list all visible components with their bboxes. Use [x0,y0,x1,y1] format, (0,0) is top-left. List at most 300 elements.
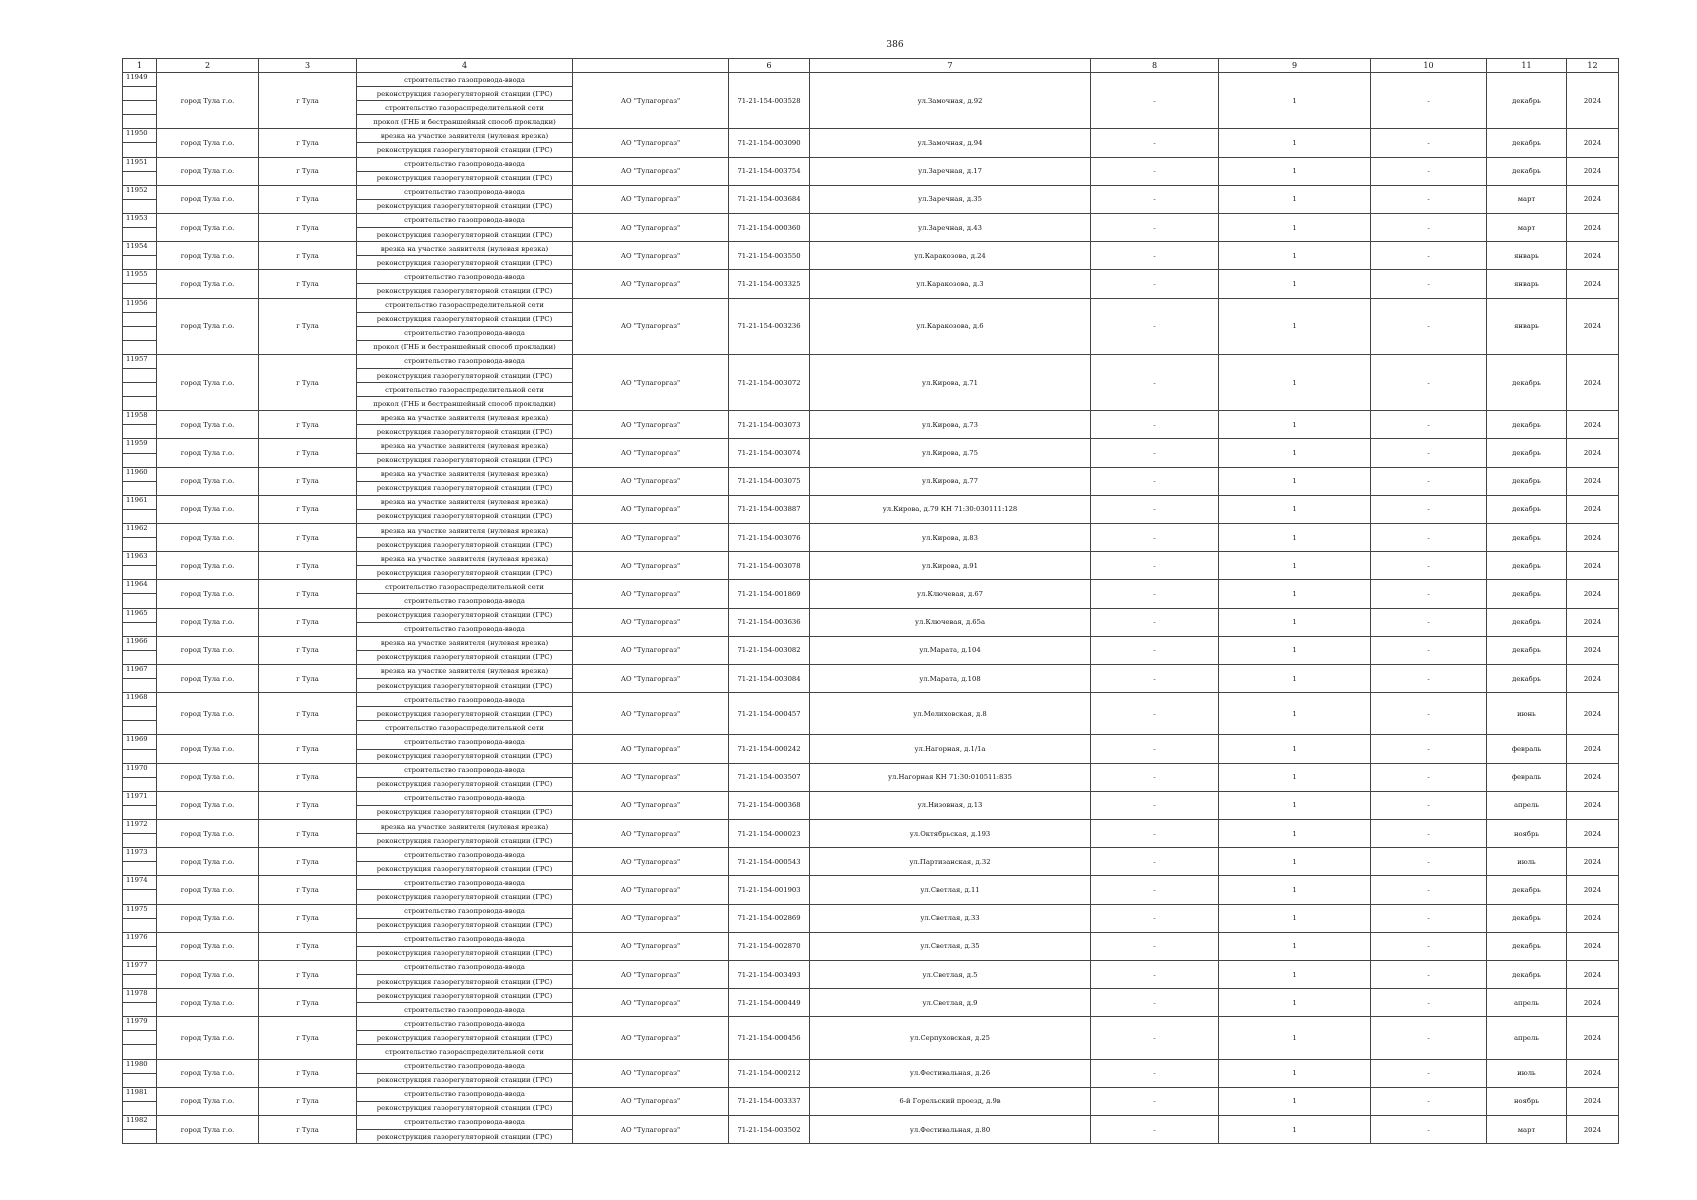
col10-cell: - [1371,73,1487,129]
work-type-cell: реконструкция газорегуляторной станции (ГРС) [357,228,573,242]
district-cell: город Тула г.о. [157,848,259,876]
row-number-cell: 11982 [123,1115,157,1129]
district-cell: город Тула г.о. [157,524,259,552]
row-number-cell: 11961 [123,495,157,509]
col8-cell: - [1091,439,1219,467]
work-type-cell: строительство газопровода-ввода [357,876,573,890]
year-cell: 2024 [1567,904,1619,932]
row-number-cell [123,834,157,848]
district-cell: город Тула г.о. [157,819,259,847]
city-cell: г Тула [259,1087,357,1115]
quantity-cell: 1 [1219,1115,1371,1143]
work-type-cell: реконструкция газорегуляторной станции (ГРС) [357,777,573,791]
table-row [123,960,1619,974]
col8-cell: - [1091,876,1219,904]
month-cell: декабрь [1487,439,1567,467]
organization-cell: АО "Тулагоргаз" [573,185,729,213]
col-header: 2 [157,59,259,73]
object-code-cell: 71-21-154-003684 [729,185,810,213]
col10-cell: - [1371,791,1487,819]
month-cell: декабрь [1487,876,1567,904]
table-body [123,73,1619,1144]
row-number-cell [123,1031,157,1045]
work-type-cell: строительство газопровода-ввода [357,735,573,749]
work-type-cell: реконструкция газорегуляторной станции (ГРС) [357,1101,573,1115]
row-number-cell: 11949 [123,73,157,87]
col8-cell: - [1091,791,1219,819]
city-cell: г Тула [259,298,357,354]
col10-cell: - [1371,129,1487,157]
city-cell: г Тула [259,439,357,467]
work-type-cell: строительство газопровода-ввода [357,1087,573,1101]
col8-cell: - [1091,411,1219,439]
district-cell: город Тула г.о. [157,636,259,664]
quantity-cell: 1 [1219,819,1371,847]
address-cell: ул.Марата, д.104 [810,636,1091,664]
row-number-cell [123,383,157,397]
month-cell: март [1487,1115,1567,1143]
table-row [123,693,1619,707]
page-number: 386 [886,40,904,50]
object-code-cell: 71-21-154-001903 [729,876,810,904]
month-cell: июль [1487,848,1567,876]
object-code-cell: 71-21-154-003502 [729,1115,810,1143]
city-cell: г Тула [259,989,357,1017]
quantity-cell: 1 [1219,763,1371,791]
work-type-cell: строительство газопровода-ввода [357,1017,573,1031]
object-code-cell: 71-21-154-003074 [729,439,810,467]
year-cell: 2024 [1567,819,1619,847]
year-cell: 2024 [1567,185,1619,213]
row-number-cell: 11976 [123,932,157,946]
city-cell: г Тула [259,270,357,298]
object-code-cell: 71-21-154-000456 [729,1017,810,1059]
work-type-cell: строительство газопровода-ввода [357,157,573,171]
row-number-cell: 11959 [123,439,157,453]
table-row [123,467,1619,481]
col10-cell: - [1371,157,1487,185]
month-cell: март [1487,213,1567,241]
district-cell: город Тула г.о. [157,932,259,960]
row-number-cell [123,622,157,636]
table-row [123,439,1619,453]
organization-cell: АО "Тулагоргаз" [573,664,729,692]
district-cell: город Тула г.о. [157,876,259,904]
city-cell: г Тула [259,552,357,580]
city-cell: г Тула [259,1059,357,1087]
city-cell: г Тула [259,467,357,495]
row-number-cell [123,340,157,354]
col10-cell: - [1371,848,1487,876]
quantity-cell: 1 [1219,298,1371,354]
table-row [123,157,1619,171]
work-type-cell: строительство газопровода-ввода [357,848,573,862]
row-number-cell [123,481,157,495]
city-cell: г Тула [259,580,357,608]
year-cell: 2024 [1567,129,1619,157]
col8-cell: - [1091,735,1219,763]
address-cell: ул.Заречная, д.35 [810,185,1091,213]
col8-cell: - [1091,1017,1219,1059]
city-cell: г Тула [259,73,357,129]
city-cell: г Тула [259,608,357,636]
table-row [123,1017,1619,1031]
organization-cell: АО "Тулагоргаз" [573,213,729,241]
col10-cell: - [1371,354,1487,410]
year-cell: 2024 [1567,1059,1619,1087]
quantity-cell: 1 [1219,664,1371,692]
row-number-cell: 11980 [123,1059,157,1073]
table-row [123,411,1619,425]
col8-cell: - [1091,960,1219,988]
district-cell: город Тула г.о. [157,693,259,735]
row-number-cell: 11973 [123,848,157,862]
object-code-cell: 71-21-154-003337 [729,1087,810,1115]
month-cell: апрель [1487,791,1567,819]
work-type-cell: реконструкция газорегуляторной станции (ГРС) [357,749,573,763]
row-number-cell: 11968 [123,693,157,707]
col10-cell: - [1371,1115,1487,1143]
work-type-cell: строительство газораспределительной сети [357,383,573,397]
row-number-cell [123,805,157,819]
col8-cell: - [1091,298,1219,354]
object-code-cell: 71-21-154-003325 [729,270,810,298]
quantity-cell: 1 [1219,608,1371,636]
year-cell: 2024 [1567,664,1619,692]
row-number-cell: 11971 [123,791,157,805]
work-type-cell: строительство газопровода-ввода [357,326,573,340]
address-cell: ул.Кирова, д.73 [810,411,1091,439]
table-row [123,608,1619,622]
address-cell: ул.Замочная, д.94 [810,129,1091,157]
year-cell: 2024 [1567,467,1619,495]
address-cell: ул.Серпуховская, д.25 [810,1017,1091,1059]
quantity-cell: 1 [1219,439,1371,467]
organization-cell: АО "Тулагоргаз" [573,1017,729,1059]
row-number-cell: 11965 [123,608,157,622]
year-cell: 2024 [1567,1017,1619,1059]
work-type-cell: реконструкция газорегуляторной станции (ГРС) [357,679,573,693]
quantity-cell: 1 [1219,270,1371,298]
row-number-cell [123,650,157,664]
row-number-cell [123,946,157,960]
organization-cell: АО "Тулагоргаз" [573,73,729,129]
organization-cell: АО "Тулагоргаз" [573,439,729,467]
col-header: 12 [1567,59,1619,73]
col8-cell: - [1091,989,1219,1017]
work-type-cell: строительство газопровода-ввода [357,270,573,284]
organization-cell: АО "Тулагоргаз" [573,819,729,847]
work-type-cell: строительство газопровода-ввода [357,594,573,608]
district-cell: город Тула г.о. [157,1017,259,1059]
city-cell: г Тула [259,157,357,185]
city-cell: г Тула [259,411,357,439]
col8-cell: - [1091,763,1219,791]
row-number-cell: 11977 [123,960,157,974]
row-number-cell: 11981 [123,1087,157,1101]
row-number-cell: 11954 [123,242,157,256]
month-cell: январь [1487,242,1567,270]
col8-cell: - [1091,467,1219,495]
col8-cell: - [1091,552,1219,580]
object-code-cell: 71-21-154-000212 [729,1059,810,1087]
row-number-cell [123,721,157,735]
month-cell: декабрь [1487,636,1567,664]
month-cell: апрель [1487,989,1567,1017]
col8-cell: - [1091,213,1219,241]
col10-cell: - [1371,1087,1487,1115]
month-cell: декабрь [1487,467,1567,495]
month-cell: декабрь [1487,73,1567,129]
work-type-cell: реконструкция газорегуляторной станции (ГРС) [357,608,573,622]
work-type-cell: строительство газопровода-ввода [357,960,573,974]
year-cell: 2024 [1567,242,1619,270]
row-number-cell: 11972 [123,819,157,833]
organization-cell: АО "Тулагоргаз" [573,960,729,988]
quantity-cell: 1 [1219,495,1371,523]
month-cell: январь [1487,298,1567,354]
row-number-cell: 11964 [123,580,157,594]
work-type-cell: реконструкция газорегуляторной станции (ГРС) [357,171,573,185]
city-cell: г Тула [259,819,357,847]
table-row [123,1087,1619,1101]
row-number-cell: 11957 [123,354,157,368]
work-schedule-table [122,58,1619,1144]
row-number-cell: 11966 [123,636,157,650]
row-number-cell [123,397,157,411]
year-cell: 2024 [1567,608,1619,636]
row-number-cell [123,1130,157,1144]
col8-cell: - [1091,580,1219,608]
year-cell: 2024 [1567,1115,1619,1143]
col8-cell: - [1091,819,1219,847]
col10-cell: - [1371,763,1487,791]
city-cell: г Тула [259,213,357,241]
address-cell: ул.Светлая, д.33 [810,904,1091,932]
organization-cell: АО "Тулагоргаз" [573,354,729,410]
month-cell: февраль [1487,735,1567,763]
quantity-cell: 1 [1219,185,1371,213]
col8-cell: - [1091,1115,1219,1143]
table-row [123,524,1619,538]
work-type-cell: строительство газопровода-ввода [357,354,573,368]
address-cell: ул.Светлая, д.5 [810,960,1091,988]
work-type-cell: врезка на участке заявителя (нулевая врезка) [357,411,573,425]
organization-cell: АО "Тулагоргаз" [573,876,729,904]
object-code-cell: 71-21-154-003076 [729,524,810,552]
object-code-cell: 71-21-154-001869 [729,580,810,608]
col-header: 7 [810,59,1091,73]
address-cell: ул.Заречная, д.43 [810,213,1091,241]
object-code-cell: 71-21-154-000368 [729,791,810,819]
work-type-cell: реконструкция газорегуляторной станции (ГРС) [357,650,573,664]
row-number-cell [123,1073,157,1087]
city-cell: г Тула [259,763,357,791]
work-type-cell: строительство газопровода-ввода [357,622,573,636]
year-cell: 2024 [1567,270,1619,298]
table-row [123,932,1619,946]
city-cell: г Тула [259,524,357,552]
quantity-cell: 1 [1219,989,1371,1017]
city-cell: г Тула [259,876,357,904]
work-type-cell: прокол (ГНБ и бестраншейный способ прокладки) [357,340,573,354]
work-type-cell: реконструкция газорегуляторной станции (ГРС) [357,509,573,523]
row-number-cell: 11969 [123,735,157,749]
district-cell: город Тула г.о. [157,1087,259,1115]
quantity-cell: 1 [1219,1087,1371,1115]
col10-cell: - [1371,185,1487,213]
row-number-cell [123,143,157,157]
address-cell: ул.Кирова, д.91 [810,552,1091,580]
month-cell: ноябрь [1487,819,1567,847]
address-cell: ул.Каракозова, д.24 [810,242,1091,270]
row-number-cell: 11950 [123,129,157,143]
organization-cell: АО "Тулагоргаз" [573,735,729,763]
object-code-cell: 71-21-154-000242 [729,735,810,763]
col8-cell: - [1091,270,1219,298]
district-cell: город Тула г.о. [157,270,259,298]
row-number-cell: 11955 [123,270,157,284]
col10-cell: - [1371,242,1487,270]
row-number-cell: 11951 [123,157,157,171]
district-cell: город Тула г.о. [157,735,259,763]
table-row [123,242,1619,256]
work-type-cell: строительство газораспределительной сети [357,1045,573,1059]
organization-cell: АО "Тулагоргаз" [573,693,729,735]
address-cell: ул.Кирова, д.79 КН 71:30:030111:128 [810,495,1091,523]
col-header [573,59,729,73]
col8-cell: - [1091,608,1219,636]
city-cell: г Тула [259,354,357,410]
quantity-cell: 1 [1219,242,1371,270]
month-cell: декабрь [1487,580,1567,608]
address-cell: ул.Каракозова, д.3 [810,270,1091,298]
address-cell: ул.Кирова, д.71 [810,354,1091,410]
address-cell: ул.Партизанская, д.32 [810,848,1091,876]
month-cell: декабрь [1487,354,1567,410]
row-number-cell [123,453,157,467]
district-cell: город Тула г.о. [157,242,259,270]
organization-cell: АО "Тулагоргаз" [573,763,729,791]
month-cell: декабрь [1487,932,1567,960]
organization-cell: АО "Тулагоргаз" [573,129,729,157]
address-cell: ул.Кирова, д.77 [810,467,1091,495]
table-row [123,819,1619,833]
address-cell: ул.Низовная, д.13 [810,791,1091,819]
row-number-cell [123,368,157,382]
work-type-cell: врезка на участке заявителя (нулевая врезка) [357,552,573,566]
organization-cell: АО "Тулагоргаз" [573,270,729,298]
city-cell: г Тула [259,1017,357,1059]
work-type-cell: строительство газопровода-ввода [357,185,573,199]
year-cell: 2024 [1567,524,1619,552]
object-code-cell: 71-21-154-003236 [729,298,810,354]
work-type-cell: реконструкция газорегуляторной станции (ГРС) [357,946,573,960]
col10-cell: - [1371,819,1487,847]
year-cell: 2024 [1567,693,1619,735]
work-type-cell: реконструкция газорегуляторной станции (ГРС) [357,566,573,580]
col10-cell: - [1371,960,1487,988]
address-cell: ул.Фестивальная, д.26 [810,1059,1091,1087]
district-cell: город Тула г.о. [157,467,259,495]
table-row [123,73,1619,87]
object-code-cell: 71-21-154-003550 [729,242,810,270]
row-number-cell [123,115,157,129]
col-header: 3 [259,59,357,73]
row-number-cell [123,749,157,763]
table-row [123,763,1619,777]
quantity-cell: 1 [1219,932,1371,960]
organization-cell: АО "Тулагоргаз" [573,467,729,495]
year-cell: 2024 [1567,1087,1619,1115]
col10-cell: - [1371,664,1487,692]
col10-cell: - [1371,608,1487,636]
address-cell: ул.Фестивальная, д.80 [810,1115,1091,1143]
district-cell: город Тула г.о. [157,129,259,157]
quantity-cell: 1 [1219,791,1371,819]
col-header: 4 [357,59,573,73]
year-cell: 2024 [1567,932,1619,960]
object-code-cell: 71-21-154-003084 [729,664,810,692]
col10-cell: - [1371,580,1487,608]
row-number-cell [123,509,157,523]
quantity-cell: 1 [1219,848,1371,876]
col8-cell: - [1091,1059,1219,1087]
row-number-cell: 11978 [123,989,157,1003]
table-row [123,552,1619,566]
work-type-cell: строительство газопровода-ввода [357,791,573,805]
district-cell: город Тула г.о. [157,354,259,410]
object-code-cell: 71-21-154-003090 [729,129,810,157]
address-cell: ул.Светлая, д.35 [810,932,1091,960]
city-cell: г Тула [259,495,357,523]
quantity-cell: 1 [1219,904,1371,932]
col10-cell: - [1371,932,1487,960]
city-cell: г Тула [259,904,357,932]
row-number-cell [123,777,157,791]
organization-cell: АО "Тулагоргаз" [573,298,729,354]
city-cell: г Тула [259,848,357,876]
city-cell: г Тула [259,932,357,960]
work-type-cell: реконструкция газорегуляторной станции (ГРС) [357,1130,573,1144]
organization-cell: АО "Тулагоргаз" [573,1115,729,1143]
col8-cell: - [1091,693,1219,735]
row-number-cell: 11979 [123,1017,157,1031]
col8-cell: - [1091,495,1219,523]
address-cell: ул.Нагорная, д.1/1а [810,735,1091,763]
work-type-cell: реконструкция газорегуляторной станции (ГРС) [357,1031,573,1045]
year-cell: 2024 [1567,791,1619,819]
col10-cell: - [1371,1059,1487,1087]
row-number-cell [123,284,157,298]
col8-cell: - [1091,904,1219,932]
year-cell: 2024 [1567,157,1619,185]
organization-cell: АО "Тулагоргаз" [573,552,729,580]
row-number-cell [123,538,157,552]
row-number-cell: 11970 [123,763,157,777]
row-number-cell [123,171,157,185]
address-cell: ул.Каракозова, д.6 [810,298,1091,354]
organization-cell: АО "Тулагоргаз" [573,242,729,270]
work-type-cell: врезка на участке заявителя (нулевая врезка) [357,524,573,538]
col-header: 10 [1371,59,1487,73]
district-cell: город Тула г.о. [157,960,259,988]
quantity-cell: 1 [1219,1017,1371,1059]
col10-cell: - [1371,213,1487,241]
work-type-cell: врезка на участке заявителя (нулевая врезка) [357,636,573,650]
month-cell: декабрь [1487,157,1567,185]
col10-cell: - [1371,876,1487,904]
